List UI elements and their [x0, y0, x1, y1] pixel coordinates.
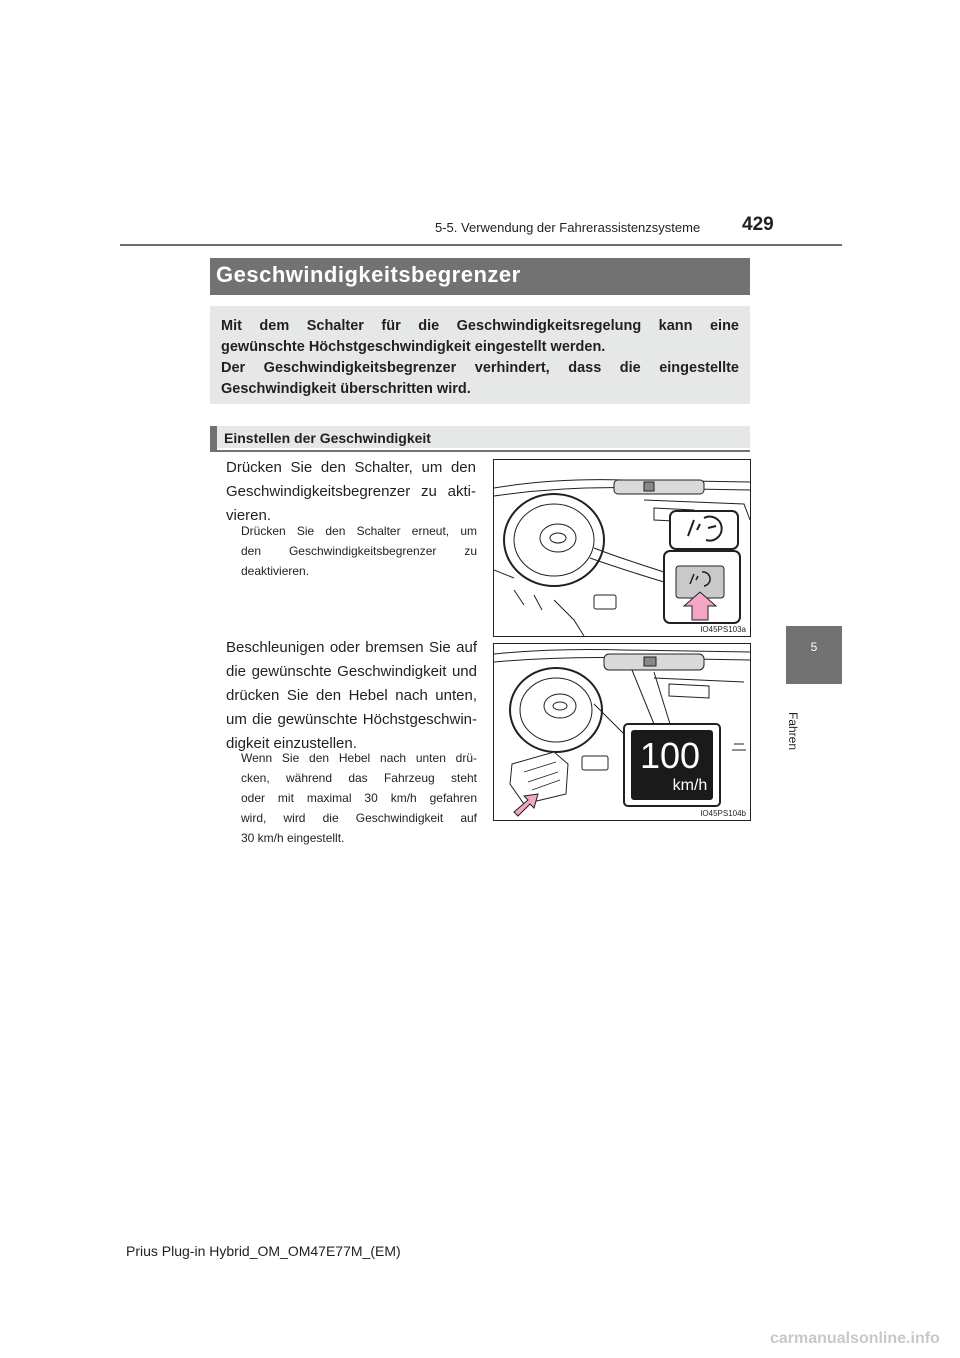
figure-code: IO45PS103a	[700, 625, 746, 634]
figure-set-speed	[493, 643, 751, 821]
display-unit: km/h	[672, 777, 708, 794]
display-speed: 100	[639, 735, 701, 776]
step-line: Geschwindigkeitsbegrenzer zu akti-	[226, 483, 476, 500]
dashboard-illustration-1	[494, 460, 750, 636]
header-section-title: 5-5. Verwendung der Fahrerassistenzsysteme	[435, 220, 701, 235]
intro-text	[221, 316, 739, 400]
step-line: Drücken Sie den Schalter, um den	[226, 459, 476, 476]
note-line: Drücken Sie den Schalter erneut, um	[241, 524, 477, 538]
note-line: deaktivieren.	[241, 564, 310, 578]
subheading-rule	[210, 450, 750, 452]
step-2-text	[226, 636, 477, 756]
step-line: Beschleunigen oder bremsen Sie auf	[226, 639, 477, 656]
step-line: um die gewünschte Höchstgeschwin-	[226, 711, 477, 728]
step-line: die gewünschte Geschwindigkeit und	[226, 663, 477, 680]
lever-down-arrow-icon	[514, 794, 538, 816]
page-number: 429	[742, 214, 774, 235]
footer-document-id: Prius Plug-in Hybrid_OM_OM47E77M_(EM)	[126, 1243, 401, 1259]
intro-line: Geschwindigkeit überschritten wird.	[221, 381, 471, 397]
note-line: 30 km/h eingestellt.	[241, 831, 345, 845]
step-1-text	[226, 456, 476, 528]
subheading-accent	[210, 426, 217, 452]
note-line: oder mit maximal 30 km/h gefahren	[241, 791, 477, 805]
step-1-note	[241, 521, 477, 581]
step-2-note	[241, 748, 477, 848]
step-line: digkeit einzustellen.	[226, 735, 357, 752]
chapter-tab-number: 5	[810, 640, 818, 654]
figure-code: IO45PS104b	[700, 809, 746, 818]
note-line: wird, wird die Geschwindigkeit auf	[241, 811, 477, 825]
figure-speed-limiter-switch	[493, 459, 751, 637]
step-line: vieren.	[226, 507, 272, 524]
page-title: Geschwindigkeitsbegrenzer	[216, 262, 521, 287]
chapter-tab-title: Fahren	[786, 712, 800, 751]
note-line: den Geschwindigkeitsbegrenzer zu	[241, 544, 477, 558]
dashboard-illustration-2	[494, 644, 750, 820]
intro-line: gewünschte Höchstgeschwindigkeit eingestellt werden.	[221, 339, 606, 355]
header-rule	[120, 244, 842, 246]
step-line: drücken Sie den Hebel nach unten,	[226, 687, 477, 704]
subheading: Einstellen der Geschwindigkeit	[224, 430, 431, 446]
intro-line: Mit dem Schalter für die Geschwindigkeitsregelung kann eine	[221, 318, 739, 334]
cruise-lever	[510, 752, 568, 816]
watermark: carmanualsonline.info	[770, 1330, 940, 1347]
note-line: Wenn Sie den Hebel nach unten drü-	[241, 751, 477, 765]
intro-line: Der Geschwindigkeitsbegrenzer verhindert, dass die eingestellte	[221, 360, 739, 376]
note-line: cken, während das Fahrzeug steht	[241, 771, 477, 785]
chapter-tab	[786, 626, 842, 684]
